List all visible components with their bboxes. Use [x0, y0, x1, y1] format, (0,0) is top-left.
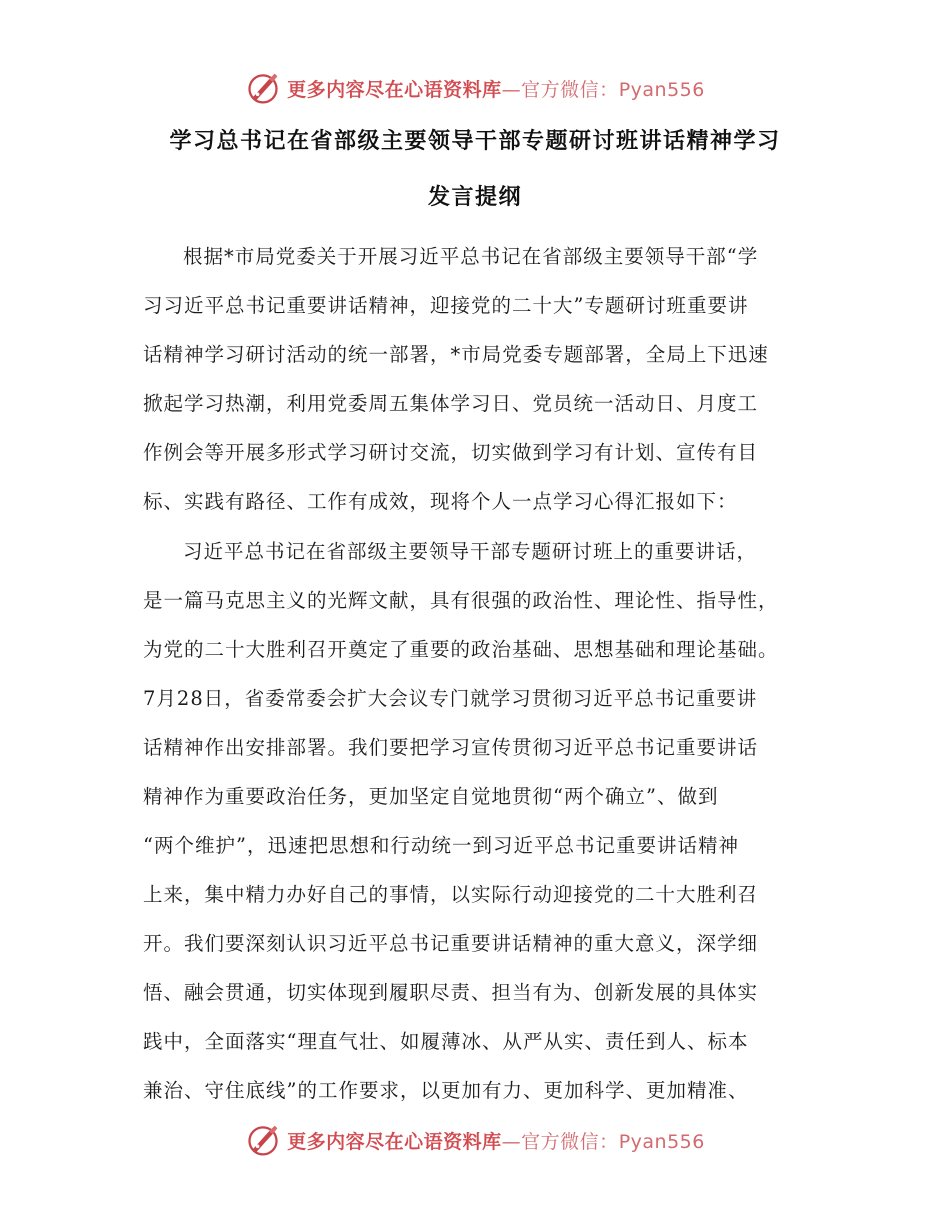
banner-text — [287, 75, 705, 102]
paragraph-2 — [143, 527, 811, 1115]
footer-banner — [0, 1120, 950, 1160]
banner-main-text: 更多内容尽在心语资料库 — [287, 1130, 502, 1153]
paragraph-line: 精神作为重要政治任务，更加坚定自觉地贯彻“两个确立”、做到 — [143, 785, 719, 808]
banner-wechat-id: Pyan556 — [618, 1130, 705, 1153]
paragraph-line: 话精神作出安排部署。我们要把学习宣传贯彻习近平总书记重要讲话 — [143, 736, 759, 759]
paragraph-line: 根据*市局党委关于开展习近平总书记在省部级主要领导干部“学 — [183, 245, 759, 268]
paragraph-line: 作例会等开展多形式学习研讨交流，切实做到学习有计划、宣传有目 — [143, 441, 759, 464]
paragraph-line: 为党的二十大胜利召开奠定了重要的政治基础、思想基础和理论基础。 — [143, 638, 779, 661]
document-title-line-1: 学习总书记在省部级主要领导干部专题研讨班讲话精神学习 — [169, 129, 781, 154]
pen-logo-icon — [245, 1122, 281, 1158]
document-title-line-2: 发言提纲 — [427, 185, 522, 210]
paragraph-line: 悟、融会贯通，切实体现到履职尽责、担当有为、创新发展的具体实 — [143, 981, 759, 1004]
header-banner — [0, 68, 950, 108]
paragraph-line: 7月28日，省委常委会扩大会议专门就学习贯彻习近平总书记重要讲 — [143, 687, 758, 710]
banner-wechat-label: 官方微信： — [521, 1130, 619, 1153]
paragraph-line: 是一篇马克思主义的光辉文献，具有很强的政治性、理论性、指导性， — [143, 589, 779, 612]
paragraph-line: 掀起学习热潮，利用党委周五集体学习日、党员统一活动日、月度工 — [143, 392, 759, 415]
banner-wechat-label: 官方微信： — [521, 78, 619, 101]
banner-text — [287, 1127, 705, 1154]
paragraph-line: 兼治、守住底线”的工作要求，以更加有力、更加科学、更加精准、 — [143, 1079, 749, 1102]
banner-separator: — — [501, 78, 522, 101]
banner-separator: — — [501, 1130, 522, 1153]
pen-logo-icon — [245, 70, 281, 106]
paragraph-line: 标、实践有路径、工作有成效，现将个人一点学习心得汇报如下： — [143, 490, 738, 513]
paragraph-line: 开。我们要深刻认识习近平总书记重要讲话精神的重大意义，深学细 — [143, 932, 759, 955]
paragraph-line: 践中，全面落实“理直气壮、如履薄冰、从严从实、责任到人、标本 — [143, 1030, 749, 1053]
paragraph-line: 习近平总书记在省部级主要领导干部专题研讨班上的重要讲话， — [183, 540, 758, 563]
paragraph-1 — [143, 232, 811, 526]
paragraph-line: 习习近平总书记重要讲话精神，迎接党的二十大”专题研讨班重要讲 — [143, 294, 749, 317]
paragraph-line: “两个维护”，迅速把思想和行动统一到习近平总书记重要讲话精神 — [143, 834, 739, 857]
banner-wechat-id: Pyan556 — [618, 78, 705, 101]
banner-main-text: 更多内容尽在心语资料库 — [287, 78, 502, 101]
paragraph-line: 上来，集中精力办好自己的事情，以实际行动迎接党的二十大胜利召 — [143, 883, 759, 906]
paragraph-line: 话精神学习研讨活动的统一部署，*市局党委专题部署，全局上下迅速 — [143, 343, 769, 366]
